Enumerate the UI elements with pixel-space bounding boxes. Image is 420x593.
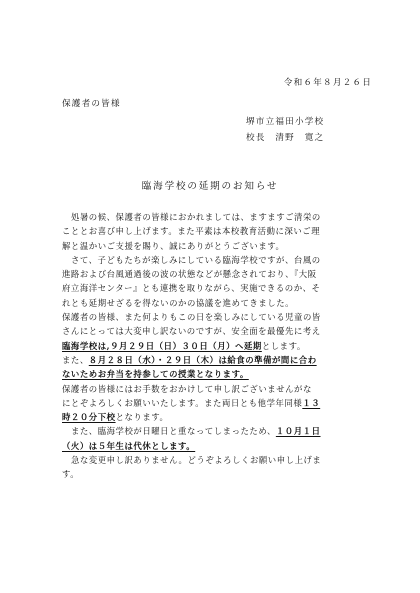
body-text: さんにとっては大変申し訳ないのですが、安全面を最優先に考え	[62, 326, 321, 337]
body-line	[62, 324, 362, 338]
body-line	[62, 424, 362, 438]
body-line	[62, 353, 362, 367]
lunch-notice-text: ８月２８日（水）・２９日（木）は給食の準備が間に合わ	[88, 354, 317, 365]
body-line	[62, 439, 362, 453]
body-text: にとぞよろしくお願いいたします。また両日とも他学年同様	[62, 397, 303, 408]
body-line	[62, 339, 362, 353]
recipient: 保護者の皆様	[62, 99, 121, 109]
body-line	[62, 453, 362, 467]
body-line	[62, 267, 362, 281]
date: 令和６年８月２６日	[283, 78, 372, 88]
body-text: とします。	[261, 340, 306, 351]
body-line	[62, 224, 362, 238]
body-line	[62, 410, 362, 424]
body-text: 保護者の皆様、また何よりもこの日を楽しみにしている児童の皆	[62, 312, 321, 323]
school-name: 堺市立福田小学校	[246, 117, 325, 127]
principal-name: 校長 清野 寛之	[246, 133, 325, 143]
body-text: れとも延期せざるを得ないのかの協議を進めてきました。	[62, 297, 295, 308]
body-line	[62, 296, 362, 310]
dismissal-time-text: 時２０分下校	[62, 412, 116, 423]
body-text: さて、子どもたちが楽しみにしている臨海学校ですが、台風の	[70, 254, 321, 265]
body-text: す。	[62, 469, 80, 480]
body-text: 解と温かいご支援を賜り、誠にありがとうございます。	[62, 240, 285, 251]
body-line	[62, 281, 362, 295]
body-line	[62, 239, 362, 253]
body-text: こととお喜び申し上げます。また平素は本校教育活動に深いご理	[62, 226, 321, 237]
body-line	[62, 367, 362, 381]
lunch-notice-text: ないためお弁当を持参しての授業となります。	[62, 369, 249, 380]
body-line	[62, 253, 362, 267]
day-off-text: １０月１日	[275, 426, 321, 437]
body-line	[62, 210, 362, 224]
body-line	[62, 467, 362, 481]
body-text: 処暑の候、保護者の皆様におかれましては、ますますご清栄の	[70, 212, 321, 222]
body-line	[62, 310, 362, 324]
body-text: また、	[62, 354, 89, 365]
letter-body	[62, 210, 362, 482]
dismissal-time-text: １３	[302, 397, 321, 408]
body-text: 急な変更申し訳ありません。どうぞよろしくお願い申し上げま	[70, 455, 322, 466]
body-text: また、臨海学校が日曜日と重なってしまったため、	[70, 426, 276, 437]
body-text: 進路および台風通過後の波の状態などが懸念されており、『大阪	[62, 269, 317, 280]
body-text: 府立海洋センター』とも連携を取りながら、実施できるのか、そ	[62, 283, 321, 294]
body-line	[62, 382, 362, 396]
document-title: 臨海学校の延期のお知らせ	[141, 181, 279, 192]
body-text: 保護者の皆様にはお手数をおかけして申し訳ございませんがな	[62, 383, 312, 394]
postpone-date-text: 臨海学校は,９月２９日（日）３０日（月）へ延期	[62, 340, 262, 351]
body-text: となります。	[115, 412, 169, 423]
body-line	[62, 396, 362, 410]
day-off-text: （火）は５年生は代休とします。	[62, 440, 196, 451]
